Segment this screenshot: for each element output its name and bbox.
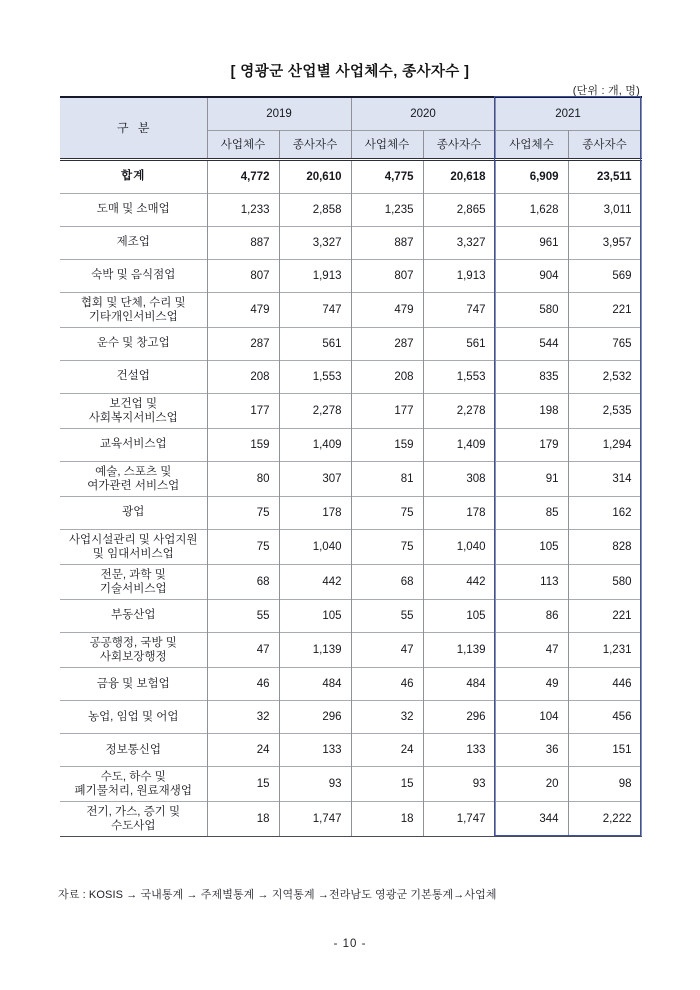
row-label-line2: 수도사업 [111, 819, 156, 832]
cell-value: 1,913 [279, 259, 351, 292]
row-label-line2: 폐기물처리, 원료재생업 [74, 784, 192, 797]
column-header-2019-employees: 종사자수 [279, 130, 351, 159]
row-label [60, 529, 207, 564]
cell-value: 177 [351, 393, 423, 428]
cell-value: 1,139 [423, 632, 495, 667]
row-label: 농업, 임업 및 어업 [60, 700, 207, 733]
table-body [60, 159, 641, 836]
row-label-line1: 전문, 과학 및 [100, 568, 166, 581]
table-row [60, 700, 641, 733]
row-label: 도매 및 소매업 [60, 193, 207, 226]
row-label-line2: 기타개인서비스업 [88, 310, 178, 323]
row-label-line2: 사회복지서비스업 [88, 411, 178, 424]
page-number: - 10 - [333, 938, 367, 950]
cell-value: 1,235 [351, 193, 423, 226]
header-row-years [60, 97, 641, 130]
cell-value: 85 [495, 496, 568, 529]
cell-value: 68 [207, 564, 279, 599]
cell-value: 86 [495, 599, 568, 632]
row-label: 금융 및 보험업 [60, 667, 207, 700]
cell-value: 15 [351, 766, 423, 801]
row-label-line1: 보건업 및 [109, 397, 158, 410]
cell-value: 75 [351, 496, 423, 529]
cell-value: 1,409 [423, 428, 495, 461]
cell-value: 20 [495, 766, 568, 801]
cell-value: 32 [351, 700, 423, 733]
cell-value: 20,610 [279, 159, 351, 193]
cell-value: 4,775 [351, 159, 423, 193]
cell-value: 208 [207, 360, 279, 393]
row-label: 숙박 및 음식점업 [60, 259, 207, 292]
cell-value: 46 [207, 667, 279, 700]
cell-value: 479 [351, 292, 423, 327]
table-row [60, 292, 641, 327]
cell-value: 1,553 [279, 360, 351, 393]
cell-value: 3,957 [568, 226, 641, 259]
cell-value: 747 [279, 292, 351, 327]
cell-value: 178 [423, 496, 495, 529]
cell-value: 18 [351, 801, 423, 836]
column-header-year-2019: 2019 [207, 97, 351, 130]
cell-value: 544 [495, 327, 568, 360]
cell-value: 765 [568, 327, 641, 360]
cell-value: 1,139 [279, 632, 351, 667]
row-label [60, 766, 207, 801]
cell-value: 887 [207, 226, 279, 259]
cell-value: 561 [279, 327, 351, 360]
column-header-2019-establishments: 사업체수 [207, 130, 279, 159]
row-label: 제조업 [60, 226, 207, 259]
cell-value: 1,913 [423, 259, 495, 292]
statistics-table-wrapper [60, 96, 640, 837]
column-header-category: 구 분 [60, 97, 207, 159]
cell-value: 179 [495, 428, 568, 461]
column-header-year-2021: 2021 [495, 97, 641, 130]
cell-value: 24 [351, 733, 423, 766]
cell-value: 2,222 [568, 801, 641, 836]
cell-value: 446 [568, 667, 641, 700]
cell-value: 4,772 [207, 159, 279, 193]
cell-value: 344 [495, 801, 568, 836]
cell-value: 151 [568, 733, 641, 766]
table-header [60, 97, 641, 159]
cell-value: 23,511 [568, 159, 641, 193]
cell-value: 314 [568, 461, 641, 496]
row-label-line1: 수도, 하수 및 [100, 770, 166, 783]
cell-value: 1,040 [279, 529, 351, 564]
cell-value: 307 [279, 461, 351, 496]
cell-value: 887 [351, 226, 423, 259]
cell-value: 807 [207, 259, 279, 292]
cell-value: 208 [351, 360, 423, 393]
cell-value: 159 [351, 428, 423, 461]
cell-value: 133 [279, 733, 351, 766]
cell-value: 1,409 [279, 428, 351, 461]
table-row [60, 766, 641, 801]
cell-value: 2,532 [568, 360, 641, 393]
cell-value: 3,327 [279, 226, 351, 259]
row-label: 정보통신업 [60, 733, 207, 766]
cell-value: 2,865 [423, 193, 495, 226]
cell-value: 3,327 [423, 226, 495, 259]
row-label-line1: 예술, 스포츠 및 [95, 465, 172, 478]
cell-value: 24 [207, 733, 279, 766]
cell-value: 308 [423, 461, 495, 496]
cell-value: 36 [495, 733, 568, 766]
cell-value: 221 [568, 292, 641, 327]
column-header-2021-establishments: 사업체수 [495, 130, 568, 159]
table-row [60, 564, 641, 599]
column-header-2020-employees: 종사자수 [423, 130, 495, 159]
cell-value: 296 [423, 700, 495, 733]
cell-value: 580 [568, 564, 641, 599]
table-row [60, 529, 641, 564]
table-row [60, 360, 641, 393]
unit-note: (단위 : 개, 명) [572, 85, 640, 97]
cell-value: 1,747 [279, 801, 351, 836]
row-label: 교육서비스업 [60, 428, 207, 461]
row-label-line2: 여가관련 서비스업 [87, 479, 180, 492]
row-label: 광업 [60, 496, 207, 529]
cell-value: 484 [279, 667, 351, 700]
row-label [60, 801, 207, 836]
cell-value: 75 [351, 529, 423, 564]
row-label: 운수 및 창고업 [60, 327, 207, 360]
cell-value: 91 [495, 461, 568, 496]
cell-value: 1,553 [423, 360, 495, 393]
row-label-line1: 공공행정, 국방 및 [89, 636, 177, 649]
cell-value: 49 [495, 667, 568, 700]
cell-value: 133 [423, 733, 495, 766]
row-label [60, 393, 207, 428]
row-label: 건설업 [60, 360, 207, 393]
cell-value: 442 [423, 564, 495, 599]
cell-value: 18 [207, 801, 279, 836]
cell-value: 55 [207, 599, 279, 632]
cell-value: 68 [351, 564, 423, 599]
cell-value: 479 [207, 292, 279, 327]
table-row [60, 496, 641, 529]
cell-value: 93 [423, 766, 495, 801]
cell-value: 287 [351, 327, 423, 360]
cell-value: 807 [351, 259, 423, 292]
row-label [60, 461, 207, 496]
table-row [60, 193, 641, 226]
cell-value: 835 [495, 360, 568, 393]
row-label: 합계 [60, 159, 207, 193]
cell-value: 561 [423, 327, 495, 360]
row-label [60, 292, 207, 327]
cell-value: 484 [423, 667, 495, 700]
table-row [60, 327, 641, 360]
cell-value: 3,011 [568, 193, 641, 226]
cell-value: 47 [207, 632, 279, 667]
page-title: [ 영광군 산업별 사업체수, 종사자수 ] [230, 64, 470, 80]
cell-value: 105 [423, 599, 495, 632]
row-label [60, 632, 207, 667]
cell-value: 580 [495, 292, 568, 327]
table-row [60, 632, 641, 667]
row-label-line2: 사회보장행정 [99, 650, 167, 663]
cell-value: 47 [351, 632, 423, 667]
table-row [60, 393, 641, 428]
cell-value: 1,040 [423, 529, 495, 564]
cell-value: 569 [568, 259, 641, 292]
table-row [60, 599, 641, 632]
cell-value: 55 [351, 599, 423, 632]
cell-value: 456 [568, 700, 641, 733]
cell-value: 287 [207, 327, 279, 360]
table-row-total [60, 159, 641, 193]
cell-value: 104 [495, 700, 568, 733]
row-label-line1: 전기, 가스, 증기 및 [86, 805, 181, 818]
cell-value: 105 [279, 599, 351, 632]
cell-value: 105 [495, 529, 568, 564]
cell-value: 2,278 [279, 393, 351, 428]
cell-value: 178 [279, 496, 351, 529]
cell-value: 1,231 [568, 632, 641, 667]
cell-value: 904 [495, 259, 568, 292]
cell-value: 828 [568, 529, 641, 564]
cell-value: 442 [279, 564, 351, 599]
cell-value: 177 [207, 393, 279, 428]
table-row [60, 801, 641, 836]
cell-value: 162 [568, 496, 641, 529]
cell-value: 93 [279, 766, 351, 801]
row-label-line1: 협회 및 단체, 수리 및 [80, 296, 186, 309]
table-row [60, 428, 641, 461]
cell-value: 2,278 [423, 393, 495, 428]
cell-value: 159 [207, 428, 279, 461]
cell-value: 2,535 [568, 393, 641, 428]
cell-value: 47 [495, 632, 568, 667]
table-row [60, 667, 641, 700]
cell-value: 1,233 [207, 193, 279, 226]
cell-value: 32 [207, 700, 279, 733]
row-label [60, 564, 207, 599]
table-row [60, 461, 641, 496]
row-label-line2: 및 임대서비스업 [92, 547, 174, 560]
cell-value: 113 [495, 564, 568, 599]
cell-value: 98 [568, 766, 641, 801]
row-label-line1: 사업시설관리 및 사업지원 [68, 533, 198, 546]
cell-value: 747 [423, 292, 495, 327]
cell-value: 81 [351, 461, 423, 496]
cell-value: 1,628 [495, 193, 568, 226]
table-row [60, 226, 641, 259]
column-header-2020-establishments: 사업체수 [351, 130, 423, 159]
cell-value: 15 [207, 766, 279, 801]
cell-value: 296 [279, 700, 351, 733]
table-row [60, 733, 641, 766]
column-header-year-2020: 2020 [351, 97, 495, 130]
cell-value: 6,909 [495, 159, 568, 193]
cell-value: 75 [207, 529, 279, 564]
cell-value: 221 [568, 599, 641, 632]
cell-value: 80 [207, 461, 279, 496]
table-row [60, 259, 641, 292]
cell-value: 961 [495, 226, 568, 259]
statistics-table [60, 96, 642, 837]
cell-value: 1,747 [423, 801, 495, 836]
cell-value: 1,294 [568, 428, 641, 461]
cell-value: 20,618 [423, 159, 495, 193]
cell-value: 46 [351, 667, 423, 700]
row-label: 부동산업 [60, 599, 207, 632]
row-label-line2: 기술서비스업 [99, 582, 167, 595]
cell-value: 75 [207, 496, 279, 529]
source-note: 자료 : KOSIS → 국내통계 → 주제별통계 → 지역통계 →전라남도 영광군 기본통계→사업체 [58, 889, 497, 901]
cell-value: 198 [495, 393, 568, 428]
cell-value: 2,858 [279, 193, 351, 226]
column-header-2021-employees: 종사자수 [568, 130, 641, 159]
